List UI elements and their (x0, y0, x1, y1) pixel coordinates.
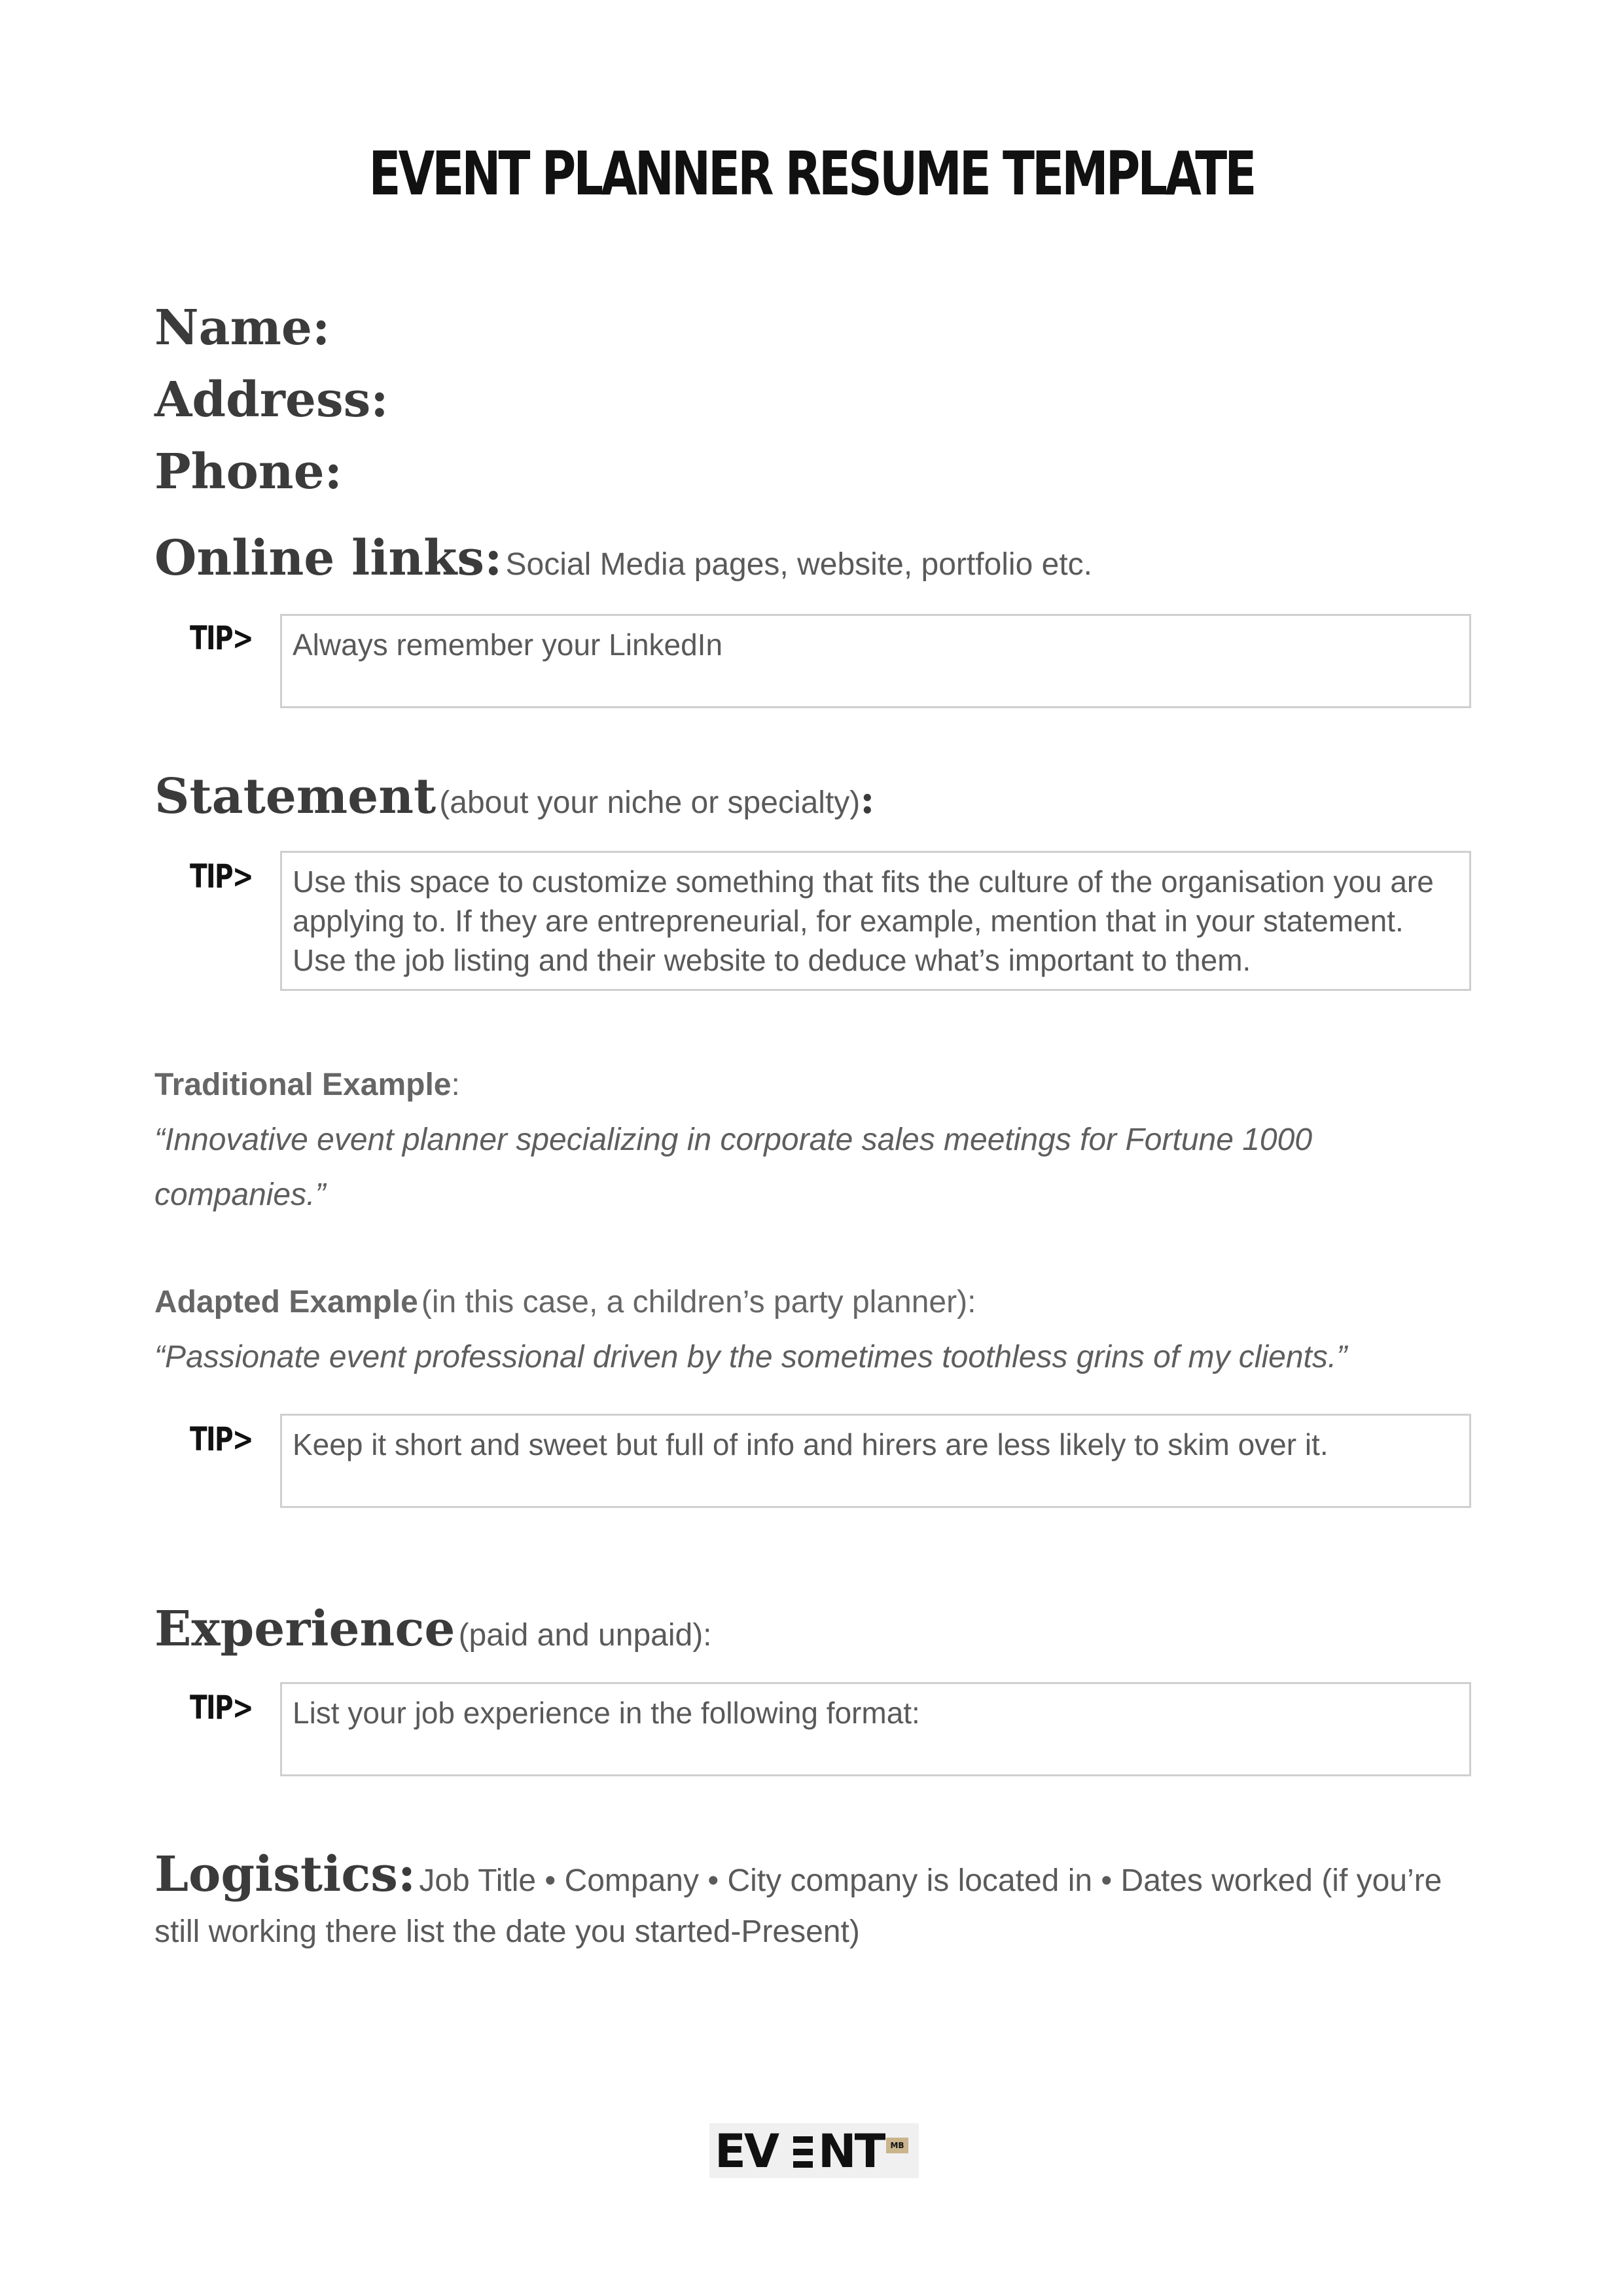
tip-box-statement (280, 851, 1471, 991)
quote-close-mark: ” (1336, 1340, 1347, 1374)
quote-close-mark: ” (315, 1177, 326, 1212)
logo-text-right: NT (818, 2125, 884, 2178)
tip-text: Keep it short and sweet but full of info and hirers are less likely to skim over it. (293, 1427, 1329, 1462)
logistics-heading: Logistics: (154, 1846, 416, 1903)
online-links-description: Social Media pages, website, portfolio etc. (505, 547, 1092, 582)
logistics-section (154, 1846, 1476, 1961)
tip-box-short-sweet (280, 1414, 1471, 1508)
traditional-example-colon: : (451, 1067, 460, 1102)
logo-badge: MB (886, 2138, 908, 2153)
tip-label: TIP> (190, 619, 253, 657)
phone-label: Phone: (154, 444, 343, 500)
adapted-example-quote-text: Passionate event professional driven by the sometimes toothless grins of my clients. (164, 1340, 1337, 1374)
traditional-example-quote (154, 1113, 1398, 1223)
experience-note: (paid and unpaid): (458, 1618, 712, 1653)
eventmb-logo (709, 2123, 919, 2178)
name-label: Name: (154, 300, 330, 356)
statement-heading: Statement (154, 768, 437, 825)
statement-colon: : (860, 777, 875, 823)
tip-label: TIP> (190, 1420, 253, 1458)
tip-text: List your job experience in the following format: (293, 1696, 920, 1730)
adapted-example-note: (in this case, a children’s party planner): (421, 1285, 976, 1319)
tip-text: Always remember your LinkedIn (293, 628, 723, 662)
tip-label: TIP> (190, 857, 253, 895)
adapted-example-label: Adapted Example (154, 1285, 418, 1319)
logo-text-left: EV (715, 2125, 777, 2178)
page-title: EVENT PLANNER RESUME TEMPLATE (368, 139, 1255, 209)
statement-note: (about your niche or specialty) (439, 785, 861, 820)
adapted-example-label-row (154, 1284, 976, 1320)
logistics-text: Job Title • Company • City company is located in • Dates worked (if you’re still working there list the date you started-Present) (154, 1863, 1442, 1949)
online-links-heading: Online links: (154, 530, 503, 586)
traditional-example-label-row (154, 1067, 460, 1103)
traditional-example-quote-text: Innovative event planner specializing in corporate sales meetings for Fortune 1000 companies. (154, 1122, 1313, 1212)
tip-text: Use this space to customize something that fits the culture of the organisation you are applying to. If they are entrepreneurial, for example, mention that in your statement. Use the job listing and their website to deduce what’s important to them. (293, 865, 1434, 977)
quote-open-mark: “ (154, 1122, 165, 1157)
logo-e-bars-icon (793, 2136, 801, 2168)
statement-section (154, 768, 874, 825)
quote-open-mark: “ (154, 1340, 165, 1374)
tip-box-linkedin (280, 614, 1471, 708)
tip-box-experience (280, 1682, 1471, 1776)
experience-section (154, 1601, 712, 1657)
address-label: Address: (154, 372, 389, 428)
online-links-section (154, 530, 1092, 586)
tip-label: TIP> (190, 1689, 253, 1727)
adapted-example-quote (154, 1330, 1529, 1385)
traditional-example-label: Traditional Example (154, 1067, 452, 1102)
experience-heading: Experience (154, 1601, 455, 1657)
